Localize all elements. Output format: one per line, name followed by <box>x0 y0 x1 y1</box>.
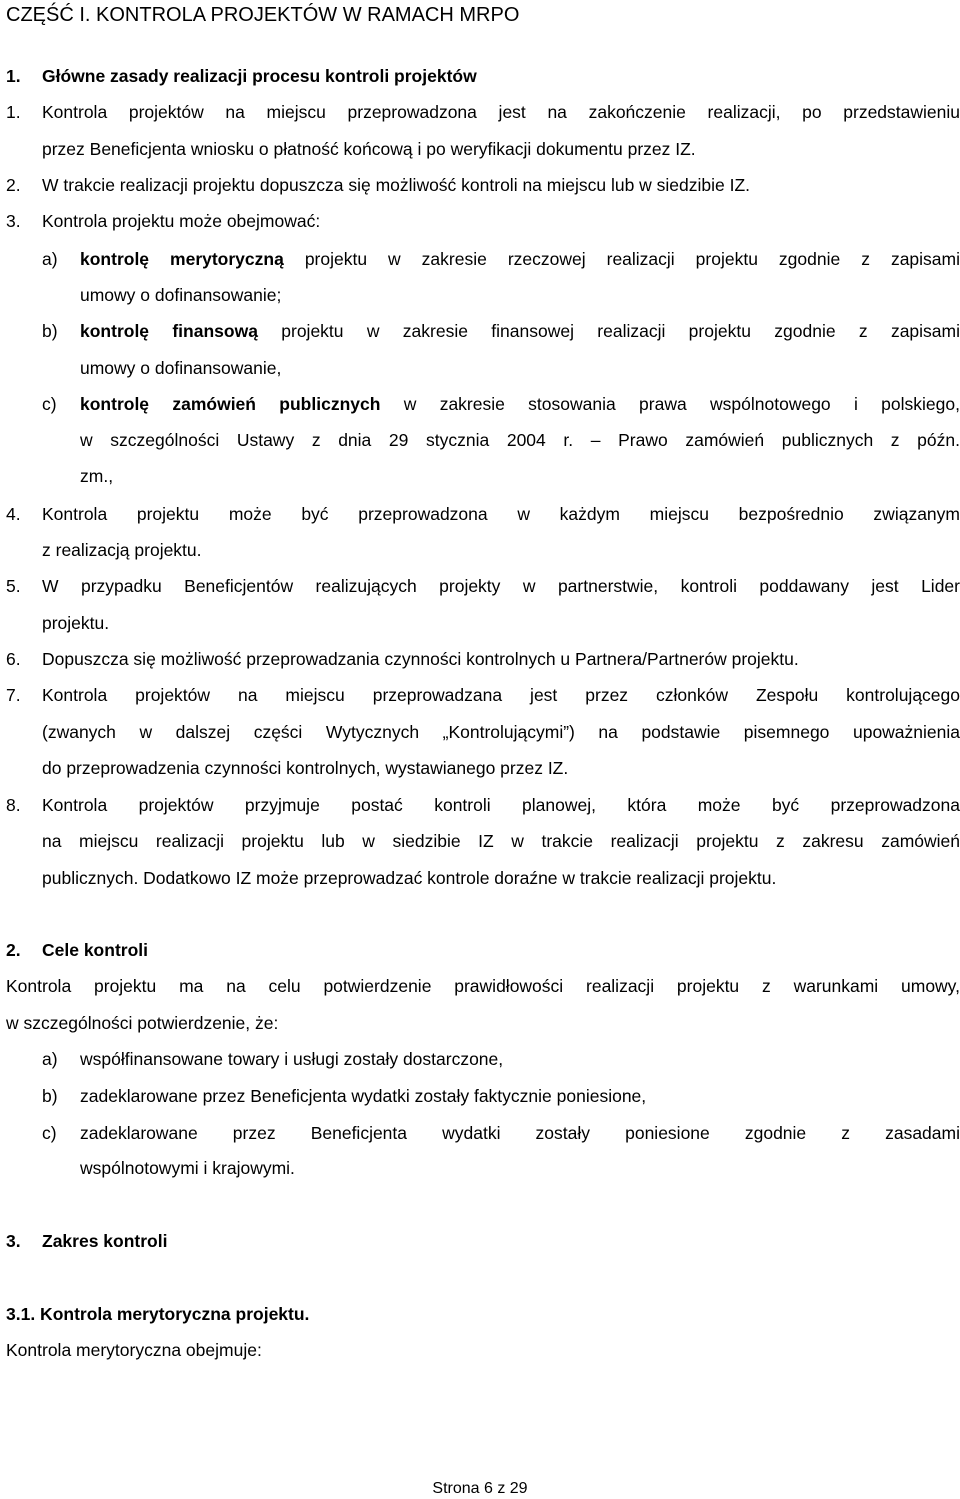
item-8-line-3: publicznych. Dodatkowo IZ może przeprowadzać kontrole doraźne w trakcie realizacji projektu. <box>42 868 777 888</box>
item-1-text-cont <box>42 139 960 160</box>
section-3-heading: Zakres kontroli <box>42 1231 168 1251</box>
item-4-line-2: z realizacją projektu. <box>42 540 202 560</box>
item-8-line-2: na miejscu realizacji projektu lub w siedzibie IZ w trakcie realizacji projektu z zakresu zamówień <box>42 831 960 851</box>
item-3b-text <box>80 321 960 342</box>
section-2-heading: Cele kontroli <box>42 940 148 960</box>
item-3c-bold: kontrolę zamówień publicznych <box>80 394 381 414</box>
item-3c-text <box>80 394 960 415</box>
item-5-line-2: projektu. <box>42 613 110 633</box>
item-3c-rest: w zakresie stosowania prawa wspólnotowego i polskiego, <box>380 394 960 414</box>
item-3b-letter: b) <box>42 321 58 341</box>
section-2b-text <box>80 1086 960 1107</box>
page-title: CZĘŚĆ I. KONTROLA PROJEKTÓW W RAMACH MRPO <box>6 4 520 26</box>
item-3a-text-cont <box>80 285 960 306</box>
item-6-line-1: Dopuszcza się możliwość przeprowadzania czynności kontrolnych u Partnera/Partnerów projektu. <box>42 649 799 669</box>
item-7-text-cont2 <box>42 758 960 779</box>
item-7-text-cont <box>42 722 960 743</box>
section-1-heading: Główne zasady realizacji procesu kontroli projektów <box>42 66 477 86</box>
item-7-line-2: (zwanych w dalszej części Wytycznych „Kontrolującymi”) na podstawie pisemnego upoważnienia <box>42 722 960 742</box>
section-3-number: 3. <box>6 1231 21 1251</box>
section-2-intro <box>6 976 960 997</box>
item-3c-line-3: zm., <box>80 466 114 486</box>
item-7-line-3: do przeprowadzenia czynności kontrolnych, wystawianego przez IZ. <box>42 758 569 778</box>
item-8-text-cont <box>42 831 960 852</box>
section-2b-line-1: zadeklarowane przez Beneficjenta wydatki zostały faktycznie poniesione, <box>80 1086 647 1106</box>
section-2c-letter: c) <box>42 1123 57 1143</box>
item-1-text <box>42 102 960 123</box>
section-2c-line-1: zadeklarowane przez Beneficjenta wydatki zostały poniesione zgodnie z zasadami <box>80 1123 960 1143</box>
section-2-intro-line-2: w szczególności potwierdzenie, że: <box>6 1013 279 1033</box>
item-6-number: 6. <box>6 649 21 669</box>
section-2c-text <box>80 1123 960 1144</box>
section-1-number: 1. <box>6 66 21 86</box>
item-3b-line-1 <box>80 321 960 342</box>
item-5-text <box>42 576 960 597</box>
item-2-text <box>42 175 960 196</box>
section-2a-letter: a) <box>42 1049 58 1069</box>
item-4-text-cont <box>42 540 960 561</box>
item-3-text <box>42 211 960 232</box>
section-3-1-heading: 3.1. Kontrola merytoryczna projektu. <box>6 1304 310 1324</box>
item-7-number: 7. <box>6 685 21 705</box>
item-8-line-1: Kontrola projektów przyjmuje postać kontroli planowej, która może być przeprowadzona <box>42 795 960 815</box>
item-3a-line-2: umowy o dofinansowanie; <box>80 285 282 305</box>
section-2-number: 2. <box>6 940 21 960</box>
item-3a-rest: projektu w zakresie rzeczowej realizacji projektu zgodnie z zapisami <box>283 249 960 269</box>
item-5-text-cont <box>42 613 960 634</box>
item-3c-letter: c) <box>42 394 57 414</box>
item-3b-text-cont <box>80 358 960 379</box>
section-2-intro-cont <box>6 1013 960 1034</box>
item-7-text <box>42 685 960 706</box>
item-3-line-1: Kontrola projektu może obejmować: <box>42 211 321 231</box>
item-3a-letter: a) <box>42 249 58 269</box>
item-3a-line-1 <box>80 249 960 270</box>
item-3a-bold: kontrolę merytoryczną <box>80 249 284 269</box>
item-8-text <box>42 795 960 816</box>
item-3b-line-2: umowy o dofinansowanie, <box>80 358 282 378</box>
item-3b-rest: projektu w zakresie finansowej realizacji projektu zgodnie z zapisami <box>257 321 960 341</box>
item-1-line-1: Kontrola projektów na miejscu przeprowadzona jest na zakończenie realizacji, po przedstawieniu <box>42 102 960 122</box>
item-2-line-1: W trakcie realizacji projektu dopuszcza się możliwość kontroli na miejscu lub w siedzibie IZ. <box>42 175 751 195</box>
item-8-text-cont2 <box>42 868 960 889</box>
item-5-number: 5. <box>6 576 21 596</box>
section-2c-line-2: wspólnotowymi i krajowymi. <box>80 1158 295 1178</box>
item-1-line-2: przez Beneficjenta wniosku o płatność końcową i po weryfikacji dokumentu przez IZ. <box>42 139 696 159</box>
section-3-1-text: Kontrola merytoryczna obejmuje: <box>6 1340 262 1360</box>
item-3-number: 3. <box>6 211 21 231</box>
item-1-number: 1. <box>6 102 21 122</box>
item-3c-text-cont <box>80 430 960 451</box>
item-4-number: 4. <box>6 504 21 524</box>
item-7-line-1: Kontrola projektów na miejscu przeprowadzana jest przez członków Zespołu kontrolującego <box>42 685 960 705</box>
item-2-number: 2. <box>6 175 21 195</box>
section-2b-letter: b) <box>42 1086 58 1106</box>
item-3b-bold: kontrolę finansową <box>80 321 258 341</box>
item-4-text <box>42 504 960 525</box>
item-3a-text <box>80 249 960 270</box>
item-4-line-1: Kontrola projektu może być przeprowadzona w każdym miejscu bezpośrednio związanym <box>42 504 960 524</box>
section-2a-line-1: współfinansowane towary i usługi zostały dostarczone, <box>80 1049 504 1069</box>
item-8-number: 8. <box>6 795 21 815</box>
item-3c-line-1 <box>80 394 960 415</box>
item-3c-line-2: w szczególności Ustawy z dnia 29 stycznia 2004 r. – Prawo zamówień publicznych z późn. <box>80 430 960 450</box>
section-2a-text <box>80 1049 960 1070</box>
item-3c-text-cont2 <box>80 466 960 487</box>
page-number: Strona 6 z 29 <box>432 1480 528 1497</box>
item-5-line-1: W przypadku Beneficjentów realizujących projekty w partnerstwie, kontroli poddawany jest Lider <box>42 576 960 596</box>
section-2c-text-cont <box>80 1158 960 1179</box>
item-6-text <box>42 649 960 670</box>
section-2-intro-line-1: Kontrola projektu ma na celu potwierdzenie prawidłowości realizacji projektu z warunkami umowy, <box>6 976 960 996</box>
